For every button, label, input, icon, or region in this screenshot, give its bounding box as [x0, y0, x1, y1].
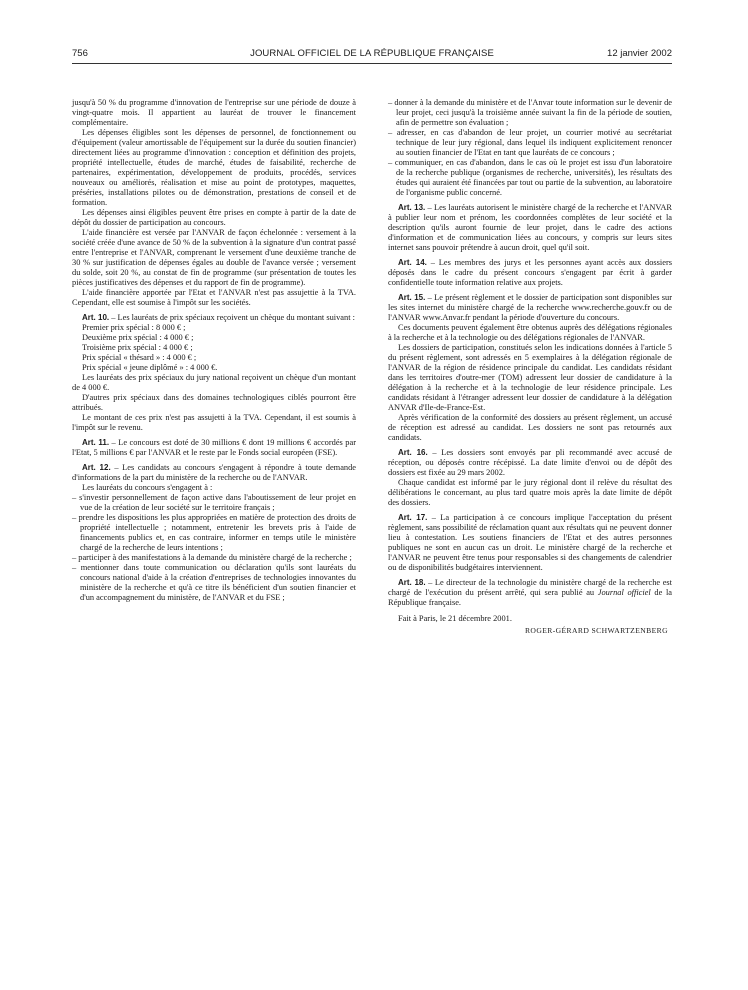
paragraph: L'aide financière est versée par l'ANVAR de façon échelonnée : versement à la société créée d'une avance de 50 % de la subvention à la signature d'un contrat passé entre l'entreprise et l'ANVAR, comprenant le versement d'une deuxième tranche de 30 % sur justification de dépenses égales au double de l'avance versée ; versement du solde, soit 20 %, au constat de fin de programme (sur présentation de toutes les pièces justificatives des dépenses et du rapport de fin de programme).	[72, 228, 356, 287]
article-17	[388, 513, 672, 573]
article-label: Art. 14.	[398, 258, 427, 267]
paragraph: L'aide financière apportée par l'Etat et l'ANVAR n'est pas assujettie à la TVA. Cependant, elle est soumise à l'impôt sur les sociétés.	[72, 288, 356, 307]
paragraph: Les lauréats des prix spéciaux du jury national reçoivent un chèque d'un montant de 4 000 €.	[72, 373, 356, 392]
left-column	[72, 98, 356, 603]
paragraph: Les dépenses ainsi éligibles peuvent être prises en compte à partir de la date de dépôt du dossier de participation au concours.	[72, 208, 356, 227]
list-item: – donner à la demande du ministère et de l'Anvar toute information sur le devenir de leur projet, ceci jusqu'à la troisième année suivant la fin de la période de soutien, afin de permettre son évaluation ;	[388, 98, 672, 127]
right-column	[388, 98, 672, 636]
article-15	[388, 293, 672, 323]
prize-line: Prix spécial « jeune diplômé » : 4 000 €.	[82, 363, 218, 372]
paragraph: Les dépenses éligibles sont les dépenses de personnel, de fonctionnement ou d'équipement (valeur amortissable de l'équipement sur la durée du soutien financier) directement liées au programme d'innovation : conception et définition des projets, propriété intellectuelle, études de marché, études de faisabilité, recherche de partenaires, expérimentation, développement de produits, procédés, services nouveaux ou améliorés, réalisation et mise au point de prototypes, maquettes, préséries, installations pilotes ou de démonstration, prestations de conseil et de formation.	[72, 128, 356, 207]
article-text: – Les membres des jurys et les personnes ayant accès aux dossiers déposés dans le cadre du présent concours s'engagent par écrit à garder confidentielle toute information relative aux projets.	[388, 258, 673, 287]
article-text: – La participation à ce concours implique l'acceptation du présent règlement, sans possibilité de réclamation quant aux résultats qui ne peuvent donner lieu à contestation. Les soutiens financiers de l'Etat et des autres personnes publiques ne sont en aucun cas un droit. Le ministère chargé de la recherche et l'ANVAR ne peuvent être tenus pour responsables si des changements de calendrier ou de disponibilités budgétaires interviennent.	[388, 513, 672, 572]
paragraph: Le montant de ces prix n'est pas assujetti à la TVA. Cependant, il est soumis à l'impôt sur le revenu.	[72, 413, 356, 432]
prize-line: Troisième prix spécial : 4 000 € ;	[82, 343, 193, 352]
signatory-name: ROGER-GÉRARD SCHWARTZENBERG	[524, 626, 668, 635]
list-item: – mentionner dans toute communication ou déclaration qu'ils sont lauréats du concours national d'aide à la création d'entreprises de technologies innovantes du ministère de la recherche et qu'à ce titre ils bénéficient d'un soutien financier et d'un accompagnement du ministère, de l'ANVAR et du FSE ;	[72, 563, 356, 602]
list-item: – adresser, en cas d'abandon de leur projet, un courrier motivé au secrétariat technique de leur jury régional, dans lequel ils indiquent explicitement renoncer au soutien financier de l'Etat en tant que lauréats de ce concours ;	[388, 128, 672, 157]
article-text: – Le présent règlement et le dossier de participation sont disponibles sur les sites internet du ministère chargé de la recherche www.recherche.gouv.fr ou de l'ANVAR www.Anvar.fr pendant la période d'ouverture du concours.	[388, 293, 672, 322]
article-text: – Le directeur de la technologie du ministère chargé de la recherche est chargé de l'exécution du présent arrêté, qui sera publié au	[388, 578, 672, 597]
done-at-line: Fait à Paris, le 21 décembre 2001.	[398, 614, 512, 623]
article-label: Art. 16.	[398, 448, 428, 457]
page-number: 756	[72, 48, 88, 59]
article-label: Art. 11.	[82, 438, 110, 447]
paragraph: Ces documents peuvent également être obtenus auprès des délégations régionales à la recherche et à la technologie ou des délégations régionales de l'ANVAR.	[388, 323, 672, 342]
prize-line: Prix spécial « thésard » : 4 000 € ;	[82, 353, 197, 362]
article-text: de la République française.	[388, 588, 672, 607]
paragraph: Les lauréats du concours s'engagent à :	[82, 483, 213, 492]
article-label: Art. 12.	[82, 463, 111, 472]
article-text: – Les dossiers sont envoyés par pli recommandé avec accusé de réception, ou déposés contre récépissé. La date limite d'envoi ou de dépôt des dossiers est fixée au 29 mars 2002.	[388, 448, 673, 477]
header-rule	[72, 63, 672, 64]
article-text: – Les lauréats autorisent le ministère chargé de la recherche et l'ANVAR à publier leur nom et prénom, les coordonnées complètes de leur société et la description qu'ils auront fournie de leur projet, dans le cadre des actions d'information et de communication liées au concours, y compris sur leurs sites internet sans pouvoir prétendre à aucun droit, quel qu'il soit.	[388, 203, 672, 252]
article-label: Art. 15.	[398, 293, 426, 302]
article-12	[72, 463, 356, 483]
list-item: – prendre les dispositions les plus appropriées en matière de protection des droits de propriété intellectuelle ; notamment, entretenir les brevets pris à l'aide de financements publics et, en cas contraire, informer en temps utile le ministère chargé de la recherche de leurs intentions ;	[72, 513, 356, 552]
article-text: – Les candidats au concours s'engagent à répondre à toute demande d'informations de la part du ministère de la recherche ou de l'ANVAR.	[72, 463, 357, 482]
list-item: – communiquer, en cas d'abandon, dans le cas où le projet est issu d'un laboratoire de la recherche publique (organismes de recherche, universités), les résultats des études qui auraient été financées par tout ou partie de la subvention, au laboratoire de l'organisme public concerné.	[388, 158, 672, 197]
paragraph: D'autres prix spéciaux dans des domaines technologiques ciblés pourront être attribués.	[72, 393, 356, 412]
list-item: – participer à des manifestations à la demande du ministère chargé de la recherche ;	[72, 553, 352, 562]
article-label: Art. 17.	[398, 513, 428, 522]
article-label: Art. 18.	[398, 578, 426, 587]
journal-title: JOURNAL OFFICIEL DE LA RÉPUBLIQUE FRANÇAISE	[250, 48, 494, 59]
article-18	[388, 578, 672, 608]
article-11	[72, 438, 356, 458]
article-text: – Les lauréats de prix spéciaux reçoivent un chèque du montant suivant :	[109, 313, 355, 322]
prize-line: Premier prix spécial : 8 000 € ;	[82, 323, 186, 332]
paragraph: Chaque candidat est informé par le jury régional dont il relève du résultat des délibérations le concernant, au plus tard quatre mois après la date limite de dépôt des dossiers.	[388, 478, 672, 507]
article-text: – Le concours est doté de 30 millions € dont 19 millions € accordés par l'Etat, 5 millions € par l'ANVAR et le reste par le Fonds social européen (FSE).	[72, 438, 356, 457]
list-item: – s'investir personnellement de façon active dans l'aboutissement de leur projet en vue de la création de leur société sur le territoire français ;	[72, 493, 356, 512]
article-label: Art. 13.	[398, 203, 426, 212]
journal-officiel-italic: Journal officiel	[597, 588, 651, 597]
paragraph: jusqu'à 50 % du programme d'innovation de l'entreprise sur une période de douze à vingt-quatre mois. Il appartient au lauréat de trouver le financement complémentaire.	[72, 98, 356, 127]
issue-date: 12 janvier 2002	[607, 48, 672, 59]
prize-line: Deuxième prix spécial : 4 000 € ;	[82, 333, 194, 342]
article-14	[388, 258, 672, 288]
article-10	[72, 313, 356, 323]
article-label: Art. 10.	[82, 313, 110, 322]
page-header	[72, 44, 672, 64]
article-16	[388, 448, 672, 478]
paragraph: Les dossiers de participation, constitués selon les indications données à l'article 5 du présent règlement, sont adressés en 5 exemplaires à la délégation régionale de l'ANVAR de la région de résidence principale du candidat. Les candidats résidant dans les territoires d'outre-mer (TOM) adressent leur dossier de candidature à la délégation à la recherche et à la technologie de leur résidence principale. Les candidats résidant à l'étranger adressent leur dossier de candidature à la délégation ANVAR d'Ile-de-France-Est.	[388, 343, 672, 412]
paragraph: Après vérification de la conformité des dossiers au présent règlement, un accusé de réception est adressé au candidat. Les dossiers ne sont pas retournés aux candidats.	[388, 413, 672, 442]
article-13	[388, 203, 672, 253]
